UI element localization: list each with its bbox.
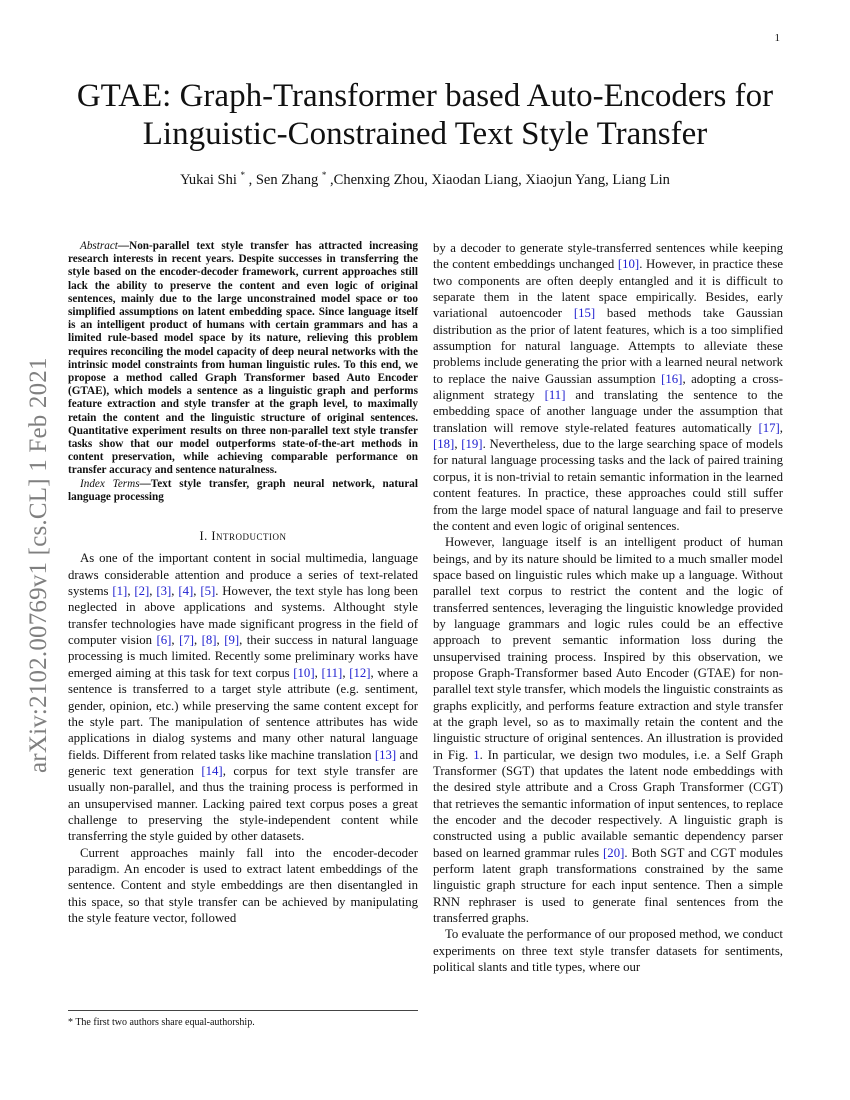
paragraph-text: based methods take Gaussian distribution as the prior of latent features, which is a too simplified assumption for natural language. Attempts to alleviate these problems include generating the prior with a learned neural network to replace the naive Gaussian assumption <box>433 306 783 386</box>
citation-link[interactable]: [1] <box>112 584 128 599</box>
abstract-text: —Non-parallel text style transfer has attracted increasing research interests in recent years. Despite successes in transferring the style based on the encoder-decoder framework, current approaches still lack the ability to preserve the content and even logic of original sentences, mainly due to the large unconstrained model space or too simplified assumptions on latent embedding space. Since language itself is an intelligent product of humans with certain grammars and has a limited rule-based model space by its nature, relieving this problem requires reconciling the model capacity of deep neural networks with the intrinsic model constraints from human linguistic rules. To this end, we propose a method called Graph Transformer based Auto Encoder (GTAE), which models a sentence as a linguistic graph and performs feature extraction and style transfer at the graph level, to maximally retain the content and the linguistic structure of original sentences. Quantitative experiment results on three non-parallel text style transfer tasks show that our model outperforms state-of-the-art methods in content preservation, while achieving comparable performance on transfer accuracy and sentence naturalness. <box>68 240 418 477</box>
citation-link[interactable]: [8] <box>201 633 217 648</box>
citation-link[interactable]: [10] <box>293 665 315 680</box>
citation-link[interactable]: [17] <box>758 420 780 435</box>
section-title: Introduction <box>211 529 287 544</box>
paragraph-text: However, language itself is an intelligent product of human beings, and by its nature should be limited to a much smaller model space based on linguistic rules which make up a language. Without parallel text corpus to restrict the content and the logic of transferred sentences, leveraging the linguistic knowledge provided by language grammars and logic rules could be an effective approach to prevent semantic information loss during the unsupervised training process. Inspired by this observation, we propose Graph-Transformer based Auto Encoder (GTAE) for non-parallel text style transfer, which models the linguistic constraints as graphs explicitly, and performs feature extraction and style transfer at the graph level, so as to maximally retain the content and the linguistic structure of original sentences. An illustration is provided in Fig. <box>433 535 783 762</box>
citation-link[interactable]: [12] <box>349 665 371 680</box>
paragraph-text: , <box>171 584 179 599</box>
paragraph-text: , corpus for text style transfer are usually non-parallel, and thus the training process is performed in an unsupervised manner. Lacking paired text corpus poses a great challenge to preserving the style-independent content while transferring the style guided by other datasets. <box>68 763 418 844</box>
section-heading <box>68 528 418 544</box>
paragraph-text: . Both SGT and CGT modules perform latent graph transformations constrained by the same linguistic graph structure for each input sentence. Then a simple RNN rephraser is used to generate final sentences from the transferred graphs. <box>433 845 783 926</box>
right-paragraph-1 <box>433 240 783 534</box>
citation-link[interactable]: [4] <box>178 584 194 599</box>
paragraph-text: , <box>454 437 462 452</box>
paragraph-text: , <box>314 665 322 680</box>
paragraph-text: , their success in natural language processing is much limited. Recently some preliminary works have emerged aiming at this task for text corpus <box>68 633 418 680</box>
authors-rest: ,Chenxing Zhou, Xiaodan Liang, Xiaojun Yang, Liang Lin <box>330 172 670 188</box>
paragraph-text: As one of the important content in social multimedia, language draws considerable attention and produce a series of text-related systems <box>68 551 418 599</box>
paper-title <box>40 77 810 153</box>
author-2: Sen Zhang <box>255 172 319 188</box>
index-terms-text: —Text style transfer, graph neural network, natural language processing <box>68 477 418 503</box>
citation-link[interactable]: [18] <box>433 437 455 452</box>
paragraph-text: . However, in practice these two components are often deeply entangled and it is difficult to separate them in the latent space empirically. Besides, early variational autoencoder <box>433 257 783 321</box>
paragraph-text: , <box>216 633 225 648</box>
paragraph-text: by a decoder to generate style-transferred sentences while keeping the content embeddings unchanged <box>433 241 783 272</box>
paragraph-text: , where a sentence is transferred to a target style attribute (e.g. sentiment, gender, opinion, etc.) while preserving the same content except for the style part. The manipulation of sentence attributes has wide applications in dialog systems and many other natural language fields. Different from related tasks like machine translation <box>68 665 419 762</box>
paragraph-text: , <box>342 665 350 680</box>
citation-link[interactable]: [15] <box>573 306 596 321</box>
citation-link[interactable]: [16] <box>661 371 683 386</box>
paragraph-text: , <box>149 584 157 599</box>
abstract-lead: Abstract <box>80 240 118 252</box>
right-paragraph-2 <box>433 534 783 926</box>
citation-link[interactable]: [10] <box>617 257 640 272</box>
paragraph-text: , <box>171 633 180 648</box>
paragraph-text: and translating the sentence to the embedding space of another language under the assumption that translation will remove style-related features automatically <box>433 388 783 435</box>
equal-author-mark: * <box>321 170 327 180</box>
paragraph-text: and generic text generation <box>68 747 418 778</box>
right-paragraph-3: To evaluate the performance of our proposed method, we conduct experiments on three text style transfer datasets for sentiments, political slants and title types, where our <box>433 927 783 975</box>
paragraph-text: . However, the text style has long been neglected in above applications and systems. Althought style transfer technologies have made significant progress in the field of computer vision <box>68 584 418 648</box>
paragraph-text: . Nevertheless, due to the large searching space of models for natural language processing tasks and the lack of paired training corpus, it is non-trivial to retain semantic information in the learned content features. In practice, these approaches could still suffer from the large model space of natural language and fail to preserve the content and even logic of original sentences. <box>433 437 783 533</box>
abstract <box>68 240 418 478</box>
index-terms <box>68 478 418 504</box>
citation-link[interactable]: [9] <box>224 633 240 648</box>
index-terms-lead: Index Terms <box>80 477 140 490</box>
section-number: I. <box>199 529 208 544</box>
author-list: Yukai Shi * , Sen Zhang * ,Chenxing Zhou, Xiaodan Liang, Xiaojun Yang, Liang Lin <box>180 170 670 188</box>
citation-link[interactable]: [2] <box>134 584 150 599</box>
figure-ref-link[interactable]: 1 <box>473 747 480 762</box>
citation-link[interactable]: [7] <box>179 633 194 648</box>
paragraph-text: , <box>779 420 783 435</box>
arxiv-stamp: arXiv:2102.00769v1 [cs.CL] 1 Feb 2021 <box>25 357 52 773</box>
left-column <box>68 240 418 926</box>
right-column <box>433 240 783 975</box>
paragraph-text: , <box>127 584 135 599</box>
page-number: 1 <box>774 32 780 44</box>
citation-link[interactable]: [20] <box>603 845 625 860</box>
citation-link[interactable]: [6] <box>156 633 172 648</box>
citation-link[interactable]: [14] <box>201 763 223 778</box>
intro-paragraph-2: Current approaches mainly fall into the encoder-decoder paradigm. An encoder is used to extract latent embeddings of the sentence. Content and style embeddings are then disentangled in this space, so that style transfer can be achieved by manipulating the style feature vector, followed <box>68 845 418 925</box>
intro-paragraph-1 <box>68 550 418 844</box>
footnote: * The first two authors share equal-authorship. <box>68 1010 418 1028</box>
title-line-1: GTAE: Graph-Transformer based Auto-Encoders for <box>76 78 774 114</box>
citation-link[interactable]: [5] <box>200 584 216 599</box>
citation-link[interactable]: [3] <box>156 584 172 599</box>
citation-link[interactable]: [11] <box>321 665 343 680</box>
paragraph-text: , <box>193 584 201 599</box>
citation-link[interactable]: [13] <box>374 747 397 762</box>
title-line-2: Linguistic-Constrained Text Style Transfer <box>142 116 708 152</box>
paragraph-text: . In particular, we design two modules, i.e. a Self Graph Transformer (SGT) that updates the latent node embeddings with the desired style attribute and a Cross Graph Transformer (CGT) that retrieves the semantic information of input sentences, to replace the encoder and the decoder respectively. A linguistic graph is constructed using a public available semantic dependency parser based on learned grammar rules <box>433 747 784 860</box>
citation-link[interactable]: [11] <box>544 388 566 403</box>
equal-author-mark: * <box>240 170 245 180</box>
author-1: Yukai Shi <box>180 172 237 188</box>
paragraph-text: , adopting a cross-alignment strategy <box>433 371 783 403</box>
paragraph-text: , <box>193 633 202 648</box>
citation-link[interactable]: [19] <box>461 437 483 452</box>
